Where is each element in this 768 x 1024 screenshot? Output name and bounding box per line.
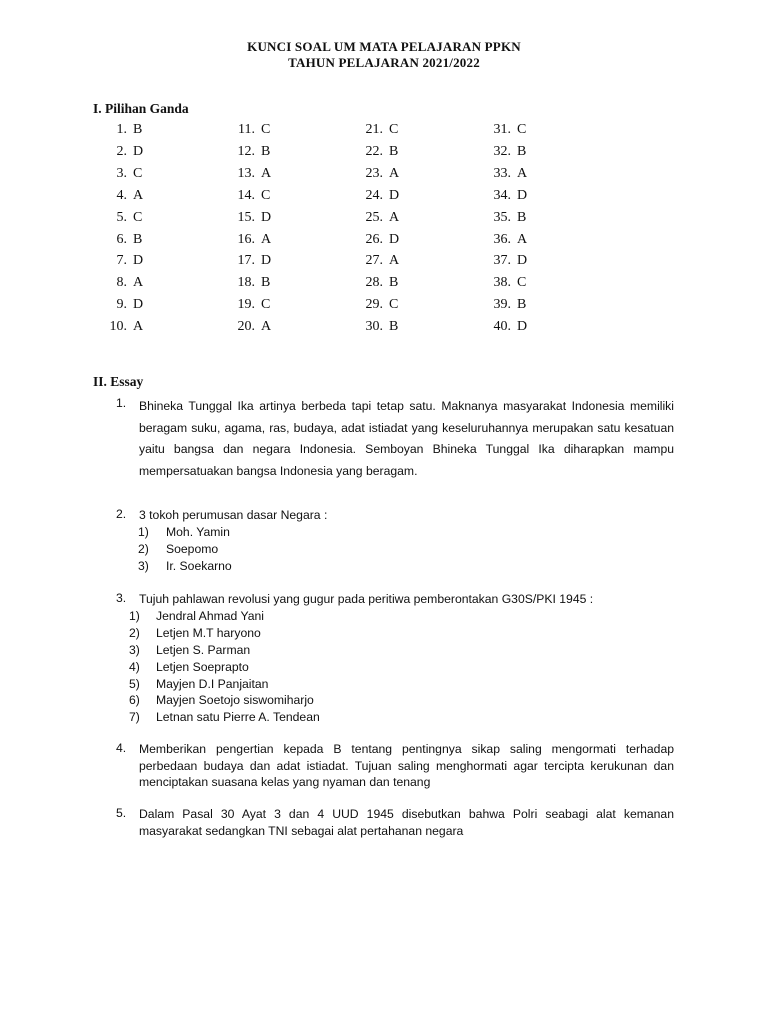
answer-letter: D — [261, 253, 272, 269]
question-number: 10. — [109, 319, 127, 335]
answer-letter: A — [261, 319, 272, 335]
list-item-number: 3) — [129, 642, 140, 657]
answer-letter: B — [133, 122, 143, 137]
answer-letter: A — [133, 319, 144, 335]
section-heading-essay: II. Essay — [93, 374, 144, 389]
list-item — [129, 608, 669, 625]
list-item-number: 2) — [138, 541, 149, 556]
answer-letter: B — [133, 231, 143, 247]
document-subtitle: TAHUN PELAJARAN 2021/2022 — [288, 55, 480, 70]
list-item-text: Letnan satu Pierre A. Tendean — [156, 710, 320, 725]
answer-letter: C — [517, 275, 527, 291]
list-item-number: 2) — [129, 625, 140, 640]
question-number: 27. — [365, 253, 383, 269]
list-item — [138, 541, 678, 558]
question-number: 23. — [365, 165, 383, 181]
list-item — [129, 625, 669, 642]
question-number: 8. — [116, 275, 127, 291]
question-number: 40. — [493, 319, 511, 335]
list-item-number: 7) — [129, 710, 140, 725]
essay-number: 3. — [116, 591, 127, 605]
answer-letter: B — [517, 209, 527, 225]
essay-sublist — [138, 524, 678, 575]
essay-answer: Dalam Pasal 30 Ayat 3 dan 4 UUD 1945 disebutkan bahwa Polri seabagi alat kemanan masyarakat sedangkan TNI sebagai alat pertahanan negara — [139, 807, 674, 838]
essay-answer: Memberikan pengertian kepada B tentang pentingnya sikap saling mengormati terhadap perbedaan budaya dan adat istiadat. Tujuan saling menghormati agar tercipta kerukunan dan menciptakan suasana kelas yang nyaman dan tenang — [139, 742, 674, 789]
question-number: 9. — [116, 297, 127, 313]
list-item — [138, 558, 678, 575]
question-number: 34. — [493, 187, 511, 203]
answer-letter: D — [133, 297, 144, 313]
question-number: 13. — [237, 165, 255, 181]
answer-letter: B — [389, 275, 399, 291]
answer-letter: B — [389, 319, 399, 335]
question-number: 32. — [493, 143, 511, 159]
question-number: 30. — [365, 319, 383, 335]
question-number: 12. — [237, 143, 255, 159]
list-item-text: Letjen Soeprapto — [156, 659, 249, 674]
question-number: 1. — [116, 122, 127, 137]
list-item-text: Ir. Soekarno — [166, 558, 232, 573]
answer-letter: C — [261, 187, 271, 203]
question-number: 5. — [116, 209, 127, 225]
answer-letter: D — [261, 209, 272, 225]
essay-answer: Tujuh pahlawan revolusi yang gugur pada peritiwa pemberontakan G30S/PKI 1945 : — [139, 592, 594, 606]
list-item-number: 6) — [129, 693, 140, 708]
list-item-text: Jendral Ahmad Yani — [156, 609, 264, 623]
list-item-number: 4) — [129, 659, 140, 674]
question-number: 20. — [237, 319, 255, 335]
question-number: 4. — [116, 187, 127, 203]
question-number: 21. — [365, 122, 383, 137]
essay-answer: Bhineka Tunggal Ika artinya berbeda tapi tetap satu. Maknanya masyarakat Indonesia memiliki beragam suku, agama, ras, budaya, adat istiadat yang keseluruhannya merupakan satu kesatuan yaitu bangsa dan negara Indonesia. Semboyan Bhineka Tunggal Ika diharapkan mampu mempersatuakan bangsa Indonesia yang beragam. — [139, 399, 674, 479]
answer-letter: D — [133, 143, 144, 159]
answer-letter: C — [517, 122, 527, 137]
list-item-number: 3) — [138, 558, 149, 573]
question-number: 15. — [237, 209, 255, 225]
document-title: KUNCI SOAL UM MATA PELAJARAN PPKN — [247, 39, 521, 54]
answer-letter: C — [261, 297, 271, 313]
list-item — [129, 709, 669, 726]
question-number: 14. — [237, 187, 255, 203]
answer-letter: B — [261, 143, 271, 159]
list-item — [129, 659, 669, 676]
answer-letter: A — [389, 253, 400, 269]
answer-letter: D — [389, 231, 400, 247]
list-item — [129, 642, 669, 659]
question-number: 17. — [237, 253, 255, 269]
question-number: 37. — [493, 253, 511, 269]
question-number: 6. — [116, 231, 127, 247]
answer-letter: D — [517, 187, 528, 203]
answer-letter: A — [261, 165, 272, 181]
answer-letter: B — [389, 143, 399, 159]
essay-number: 5. — [116, 806, 127, 820]
question-number: 3. — [116, 165, 127, 181]
list-item-text: Letjen S. Parman — [156, 642, 251, 657]
question-number: 35. — [493, 209, 511, 225]
answer-letter: B — [517, 297, 527, 313]
question-number: 24. — [365, 187, 383, 203]
essay-sublist — [129, 608, 669, 726]
question-number: 16. — [237, 231, 255, 247]
list-item-text: Mayjen D.I Panjaitan — [156, 676, 269, 691]
list-item-number: 1) — [138, 525, 149, 539]
answer-letter: A — [389, 165, 400, 181]
list-item-text: Mayjen Soetojo siswomiharjo — [156, 693, 314, 708]
essay-answer: 3 tokoh perumusan dasar Negara : — [139, 508, 328, 522]
essay-number: 1. — [116, 396, 127, 410]
answer-letter: C — [389, 297, 399, 313]
question-number: 25. — [365, 209, 383, 225]
question-number: 36. — [493, 231, 511, 247]
list-item — [129, 676, 669, 693]
answer-letter: C — [133, 209, 143, 225]
essay-number: 4. — [116, 741, 127, 755]
answer-letter: A — [517, 165, 528, 181]
question-number: 7. — [116, 253, 127, 269]
question-number: 38. — [493, 275, 511, 291]
answer-letter: A — [133, 187, 144, 203]
question-number: 19. — [237, 297, 255, 313]
answer-letter: A — [133, 275, 144, 291]
question-number: 26. — [365, 231, 383, 247]
question-number: 29. — [365, 297, 383, 313]
question-number: 2. — [116, 143, 127, 159]
question-number: 22. — [365, 143, 383, 159]
answer-letter: C — [261, 122, 271, 137]
list-item-text: Letjen M.T haryono — [156, 625, 261, 640]
list-item-text: Soepomo — [166, 541, 219, 556]
question-number: 33. — [493, 165, 511, 181]
answer-letter: B — [517, 143, 527, 159]
answer-letter: B — [261, 275, 271, 291]
section-heading-multiple-choice: I. Pilihan Ganda — [93, 101, 189, 116]
answer-letter: A — [389, 209, 400, 225]
question-number: 39. — [493, 297, 511, 313]
list-item — [129, 692, 669, 709]
answer-letter: D — [517, 319, 528, 335]
list-item-text: Moh. Yamin — [166, 525, 230, 539]
list-item-number: 1) — [129, 609, 140, 623]
answer-letter: D — [517, 253, 528, 269]
essay-number: 2. — [116, 507, 127, 521]
question-number: 31. — [493, 122, 511, 137]
answer-letter: C — [389, 122, 399, 137]
answer-letter: A — [517, 231, 528, 247]
answer-letter: D — [133, 253, 144, 269]
answer-letter: C — [133, 165, 143, 181]
answer-letter: A — [261, 231, 272, 247]
list-item — [138, 524, 678, 541]
question-number: 28. — [365, 275, 383, 291]
question-number: 11. — [238, 122, 255, 137]
question-number: 18. — [237, 275, 255, 291]
list-item-number: 5) — [129, 676, 140, 691]
answer-letter: D — [389, 187, 400, 203]
